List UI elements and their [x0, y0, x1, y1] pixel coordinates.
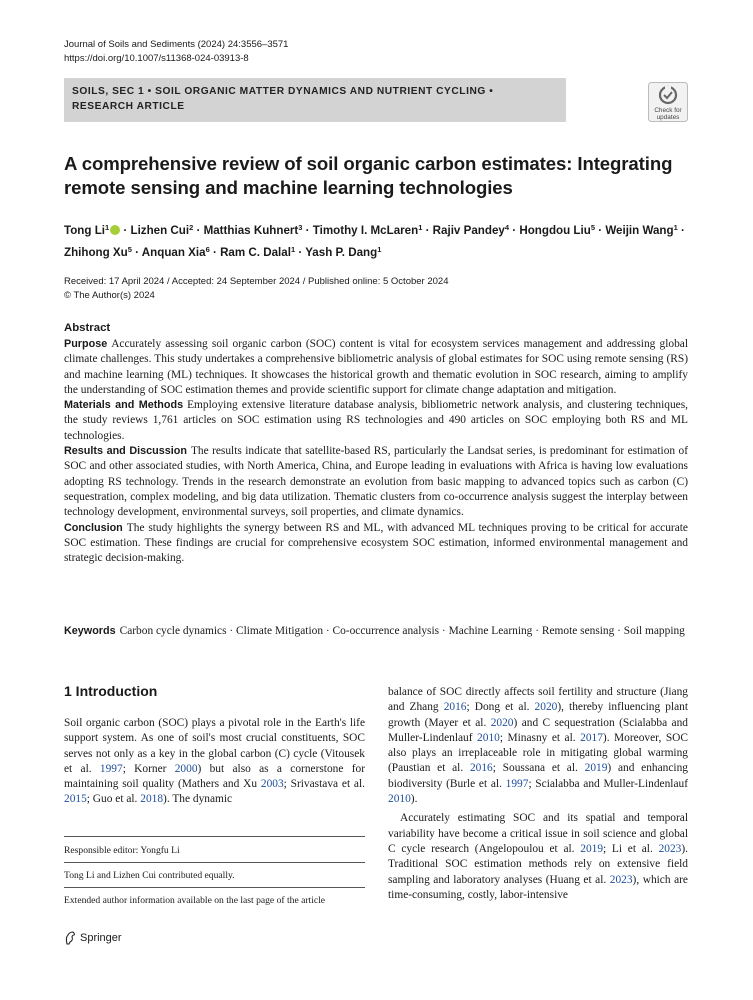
springer-horse-icon — [64, 931, 76, 945]
abstract-methods: Materials and Methods Employing extensive literature database analysis, bibliometric network analysis, and clustering techniques, the study reviews 1,761 articles on SOC estimation using RS technologies and 490 articles on SOC employing both RS and ML technologies. — [64, 399, 689, 442]
author[interactable]: Timothy I. McLaren — [312, 224, 419, 237]
author-affiliation: 5 — [127, 244, 132, 254]
abstract-purpose: Purpose Accurately assessing soil organic carbon (SOC) content is vital for ecosystem services management and addressing global climate challenges. This study undertakes a comprehensive bibliometric analysis of global estimates for SOC using remote sensing (RS) and machine learning (ML) techniques. It showcases the historical growth and thematic evolution in SOC research, aiming to amplify the understanding of SOC estimation themes and provide scientific support for climate change adaptation and mitigation. — [64, 338, 688, 396]
title-line1: A comprehensive review of soil organic carbon estimates: Integrating — [64, 153, 673, 174]
body-text: balance of SOC directly affects soil fertility and structure (Jiang and Zhang — [388, 686, 688, 714]
author-affiliation: 2 — [189, 223, 194, 232]
copyright: © The Author(s) 2024 — [64, 289, 155, 301]
citation-link[interactable]: 2015 — [64, 793, 87, 806]
check-for-updates-icon — [648, 82, 688, 122]
author[interactable]: Anquan Xia — [141, 245, 206, 259]
author-affiliation: 5 — [590, 223, 595, 232]
citation-link[interactable]: 2020 — [534, 701, 558, 714]
citation-link[interactable]: 2010 — [477, 731, 500, 744]
author-affiliation: 1 — [673, 223, 678, 232]
footnote-editor: Responsible editor: Yongfu Li — [64, 845, 180, 856]
citation-link[interactable]: 2023 — [609, 873, 633, 886]
author[interactable]: Zhihong Xu — [64, 245, 128, 259]
svg-text:Check for: Check for — [654, 107, 682, 114]
body-text: ) and enhancing biodiversity (Burle et al. — [388, 762, 688, 790]
intro-paragraph-2 — [388, 811, 688, 903]
author[interactable]: Lizhen Cui — [130, 224, 190, 237]
check-for-updates-badge[interactable] — [648, 82, 688, 122]
body-text: ; Guo et al. — [86, 793, 141, 806]
body-text: ) but also as a cornerstone for maintaining soil quality (Mathers and Xu — [64, 762, 366, 791]
body-text: Accurately estimating SOC and its spatial and temporal variability have become a critical issue in soil science and global C cycle research (Angelopoulou et al. — [388, 812, 688, 855]
doi-link[interactable]: https://doi.org/10.1007/s11368-024-03913-8 — [64, 53, 249, 64]
author[interactable]: Tong Li — [64, 224, 105, 237]
author[interactable]: Weijin Wang — [605, 224, 674, 237]
body-text: ), which are time-consuming, costly, labor-intensive — [388, 873, 688, 901]
body-text: ). The dynamic — [163, 793, 233, 806]
orcid-icon[interactable] — [110, 225, 120, 235]
intro-column-right — [388, 685, 688, 903]
section-heading-introduction: 1 Introduction — [64, 683, 158, 699]
citation-link[interactable]: 2017 — [580, 731, 603, 744]
footnote-divider — [64, 887, 365, 888]
abstract-body — [64, 337, 688, 566]
body-text: ; Srivastava et al. — [283, 778, 365, 791]
body-text: ). Moreover, SOC also plays an irreplaceable role in mitigating global warming (Paustian et al. — [388, 731, 688, 775]
intro-paragraph-1-cont — [388, 685, 688, 807]
footnote-contribution: Tong Li and Lizhen Cui contributed equally. — [64, 870, 235, 881]
citation-link[interactable]: 2016 — [469, 762, 493, 775]
journal-citation: Journal of Soils and Sediments (2024) 24:3556–3571 — [64, 39, 289, 50]
publisher-logo — [64, 931, 122, 945]
section-banner — [64, 78, 566, 122]
citation-link[interactable]: 2019 — [584, 762, 608, 775]
body-text: ) and C sequestration (Scialabba and Muller-Lindenlauf — [388, 716, 688, 744]
body-text: ; Li et al. — [603, 842, 659, 855]
body-text: ), thereby influencing plant growth (Mayer et al. — [388, 701, 688, 729]
citation-link[interactable]: 2018 — [140, 793, 164, 806]
history-dates: Received: 17 April 2024 / Accepted: 24 September 2024 / Published online: 5 October 2024 — [64, 276, 449, 287]
footnote-divider — [64, 862, 365, 863]
citation-link[interactable]: 2010 — [388, 793, 411, 806]
author-affiliation: 1 — [377, 244, 382, 254]
author[interactable]: Hongdou Liu — [519, 224, 591, 237]
banner-line2: RESEARCH ARTICLE — [72, 101, 185, 112]
author-affiliation: 6 — [205, 244, 210, 254]
footnote-extended-info: Extended author information available on the last page of the article — [64, 895, 326, 906]
article-title — [64, 152, 704, 200]
body-text: ). Traditional SOC estimation methods rely on extensive field sampling and laboratory analyses (Huang et al. — [388, 842, 688, 886]
author-affiliation: 4 — [504, 223, 510, 232]
body-text: ; Dong et al. — [466, 701, 535, 714]
citation-link[interactable]: 2023 — [658, 842, 682, 855]
intro-paragraph-1 — [64, 716, 365, 808]
author[interactable]: Ram C. Dalal — [220, 245, 291, 259]
author-affiliation: 1 — [105, 223, 110, 232]
body-text: ; Scialabba and Muller-Lindenlauf — [528, 777, 688, 790]
citation-link[interactable]: 2016 — [443, 701, 467, 714]
banner-line1: SOILS, SEC 1 • SOIL ORGANIC MATTER DYNAMICS AND NUTRIENT CYCLING • — [72, 86, 494, 97]
svg-text:updates: updates — [656, 114, 680, 121]
abstract-conclusion: Conclusion The study highlights the synergy between RS and ML, with advanced ML techniques proving to be critical for accurate SOC estimation. These findings are crucial for comprehensive ecosystem SOC estimation, informed environmental management and strategic decision-making. — [64, 521, 688, 565]
body-text: ; Soussana et al. — [492, 762, 585, 775]
journal-header — [64, 38, 288, 66]
author[interactable]: Yash P. Dang — [305, 245, 378, 259]
citation-link[interactable]: 2020 — [490, 716, 514, 729]
body-text: ). — [410, 793, 418, 806]
abstract-heading: Abstract — [64, 322, 111, 334]
body-text: ; Minasny et al. — [499, 731, 581, 744]
body-text: ; Korner — [122, 762, 175, 775]
title-line2: remote sensing and machine learning technologies — [64, 177, 513, 198]
author-affiliation: 1 — [418, 223, 423, 232]
keywords: Keywords Carbon cycle dynamics · Climate Mitigation · Co-occurrence analysis · Machine Learning · Remote sensing · Soil mapping — [64, 625, 685, 637]
author-affiliation: 3 — [298, 223, 303, 232]
author-affiliation: 1 — [290, 244, 296, 254]
body-text: Soil organic carbon (SOC) plays a pivotal role in the Earth's life support system. As one of soil's most crucial constituents, SOC serves not only as a key in the global carbon (C) cycle (Vitousek et al. — [64, 717, 365, 775]
abstract-results: Results and Discussion The results indicate that satellite-based RS, particularly the Landsat series, is predominant for estimation of SOC and other associated studies, with North America, China, and Europe leading in evaluations with Africa is having low evaluations adopting RS technology. Trends in the research demonstrate an evolution from basic mapping to advanced topics such as carbon (C) sequestration, complex modeling, and big data utilization. Thematic clusters from co-occurrence analysis suggest the interplay between technology development, environmental surveys, soil properties, and climate dynamics. — [64, 445, 688, 519]
intro-column-left — [64, 716, 365, 808]
citation-link[interactable]: 1997 — [505, 777, 529, 790]
citation-link[interactable]: 1997 — [99, 762, 123, 775]
footnote-divider — [64, 836, 365, 837]
author-list: Tong $Li^1$ · Lizhen Cui$^2$ · Matthias Kuhnert$^3$ · Timothy I. McLaren$^1$ · Rajiv Pandey$^4$ · Hongdou Liu$^5$ · Weijin Wang$^1$ · Zhihong $Xu^5$ · Anquan Xia$^6$ · Ram C. Dalal$^1$ · Yash P. Dang$^1$ — [64, 223, 685, 259]
citation-link[interactable]: 2000 — [174, 762, 198, 775]
citation-link[interactable]: 2003 — [260, 778, 284, 791]
author[interactable]: Matthias Kuhnert — [203, 224, 299, 237]
article-dates — [64, 275, 448, 302]
publisher-name: Springer — [80, 932, 122, 944]
author[interactable]: Rajiv Pandey — [432, 224, 505, 237]
citation-link[interactable]: 2019 — [580, 842, 604, 855]
